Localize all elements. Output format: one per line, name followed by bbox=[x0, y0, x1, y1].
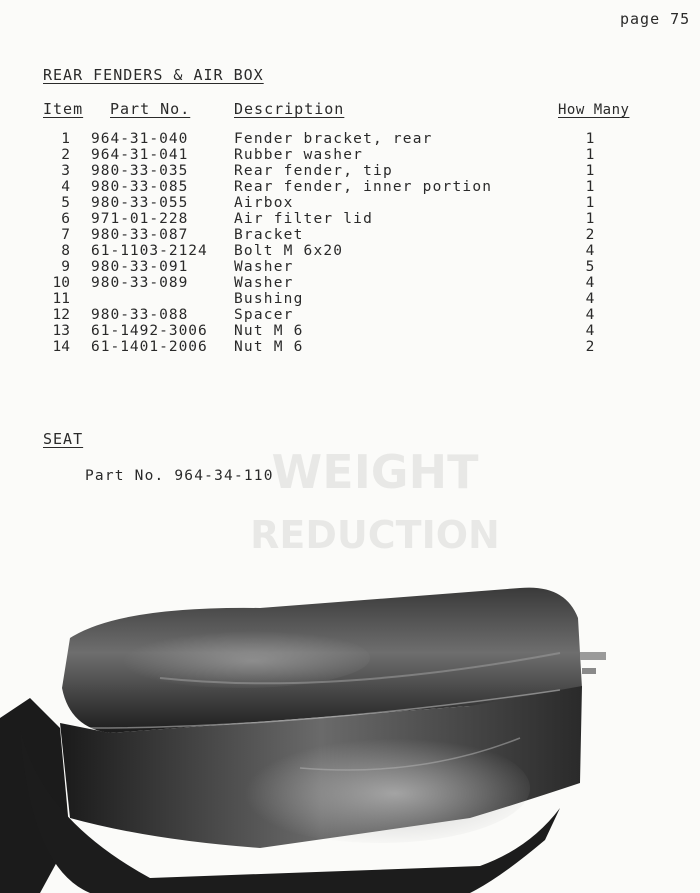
item-number: 4 bbox=[61, 179, 70, 195]
part-quantity: 1 bbox=[585, 163, 595, 179]
parts-row bbox=[0, 291, 700, 307]
seat-part-number: Part No. 964-34-110 bbox=[85, 468, 274, 484]
item-number: 13 bbox=[52, 323, 70, 339]
part-quantity: 1 bbox=[585, 147, 595, 163]
item-number: 14 bbox=[52, 339, 70, 355]
part-number: 980-33-091 bbox=[91, 259, 189, 275]
part-number: 964-31-040 bbox=[91, 131, 189, 147]
svg-text:REDUCTION: REDUCTION bbox=[250, 513, 500, 557]
column-header-part-no: Part No. bbox=[110, 100, 191, 118]
part-description: Spacer bbox=[234, 307, 294, 323]
part-quantity: 1 bbox=[585, 195, 595, 211]
parts-row bbox=[0, 339, 700, 355]
item-number: 6 bbox=[61, 211, 70, 227]
part-description: Bushing bbox=[234, 291, 304, 307]
column-header-how-many: How Many bbox=[558, 102, 630, 118]
seat-photo bbox=[0, 578, 700, 893]
part-description: Washer bbox=[234, 275, 294, 291]
section-title-rear-fenders: REAR FENDERS & AIR BOX bbox=[43, 66, 264, 84]
part-number: 980-33-035 bbox=[91, 163, 189, 179]
item-number: 12 bbox=[52, 307, 70, 323]
part-number: 980-33-087 bbox=[91, 227, 189, 243]
part-description: Air filter lid bbox=[234, 211, 374, 227]
part-quantity: 2 bbox=[585, 339, 595, 355]
part-quantity: 1 bbox=[585, 131, 595, 147]
part-description: Airbox bbox=[234, 195, 294, 211]
column-header-description: Description bbox=[234, 100, 345, 118]
parts-row bbox=[0, 323, 700, 339]
parts-row bbox=[0, 259, 700, 275]
part-quantity: 1 bbox=[585, 179, 595, 195]
parts-row bbox=[0, 147, 700, 163]
item-number: 2 bbox=[61, 147, 70, 163]
parts-table bbox=[0, 131, 700, 355]
item-number: 3 bbox=[61, 163, 70, 179]
item-number: 11 bbox=[52, 291, 70, 307]
part-description: Rear fender, inner portion bbox=[234, 179, 493, 195]
part-quantity: 4 bbox=[585, 323, 595, 339]
part-description: Rear fender, tip bbox=[234, 163, 393, 179]
item-number: 8 bbox=[61, 243, 70, 259]
item-number: 7 bbox=[61, 227, 70, 243]
part-number: 61-1492-3006 bbox=[91, 323, 208, 339]
part-quantity: 4 bbox=[585, 291, 595, 307]
part-number: 61-1401-2006 bbox=[91, 339, 208, 355]
section-title-seat: SEAT bbox=[43, 430, 84, 448]
part-description: Nut M 6 bbox=[234, 323, 304, 339]
parts-row bbox=[0, 275, 700, 291]
part-quantity: 4 bbox=[585, 243, 595, 259]
parts-row bbox=[0, 211, 700, 227]
part-description: Rubber washer bbox=[234, 147, 364, 163]
parts-row bbox=[0, 227, 700, 243]
item-number: 9 bbox=[61, 259, 70, 275]
svg-text:WEIGHT: WEIGHT bbox=[271, 445, 479, 499]
part-description: Nut M 6 bbox=[234, 339, 304, 355]
part-number: 980-33-085 bbox=[91, 179, 189, 195]
part-quantity: 2 bbox=[585, 227, 595, 243]
part-description: Bracket bbox=[234, 227, 304, 243]
part-description: Fender bracket, rear bbox=[234, 131, 433, 147]
part-description: Bolt M 6x20 bbox=[234, 243, 344, 259]
parts-row bbox=[0, 179, 700, 195]
part-quantity: 4 bbox=[585, 307, 595, 323]
part-number: 980-33-088 bbox=[91, 307, 189, 323]
part-number: 964-31-041 bbox=[91, 147, 189, 163]
page-number: page 75 bbox=[620, 10, 691, 28]
parts-row bbox=[0, 195, 700, 211]
item-number: 1 bbox=[61, 131, 70, 147]
part-number: 980-33-089 bbox=[91, 275, 189, 291]
parts-row bbox=[0, 307, 700, 323]
parts-row bbox=[0, 243, 700, 259]
part-description: Washer bbox=[234, 259, 294, 275]
part-quantity: 1 bbox=[585, 211, 595, 227]
item-number: 5 bbox=[61, 195, 70, 211]
bleed-through-watermark bbox=[250, 430, 500, 560]
part-number: 61-1103-2124 bbox=[91, 243, 208, 259]
part-number: 971-01-228 bbox=[91, 211, 189, 227]
part-quantity: 5 bbox=[585, 259, 595, 275]
item-number: 10 bbox=[52, 275, 70, 291]
parts-row bbox=[0, 131, 700, 147]
part-number: 980-33-055 bbox=[91, 195, 189, 211]
parts-row bbox=[0, 163, 700, 179]
column-header-item: Item bbox=[43, 100, 84, 118]
part-quantity: 4 bbox=[585, 275, 595, 291]
